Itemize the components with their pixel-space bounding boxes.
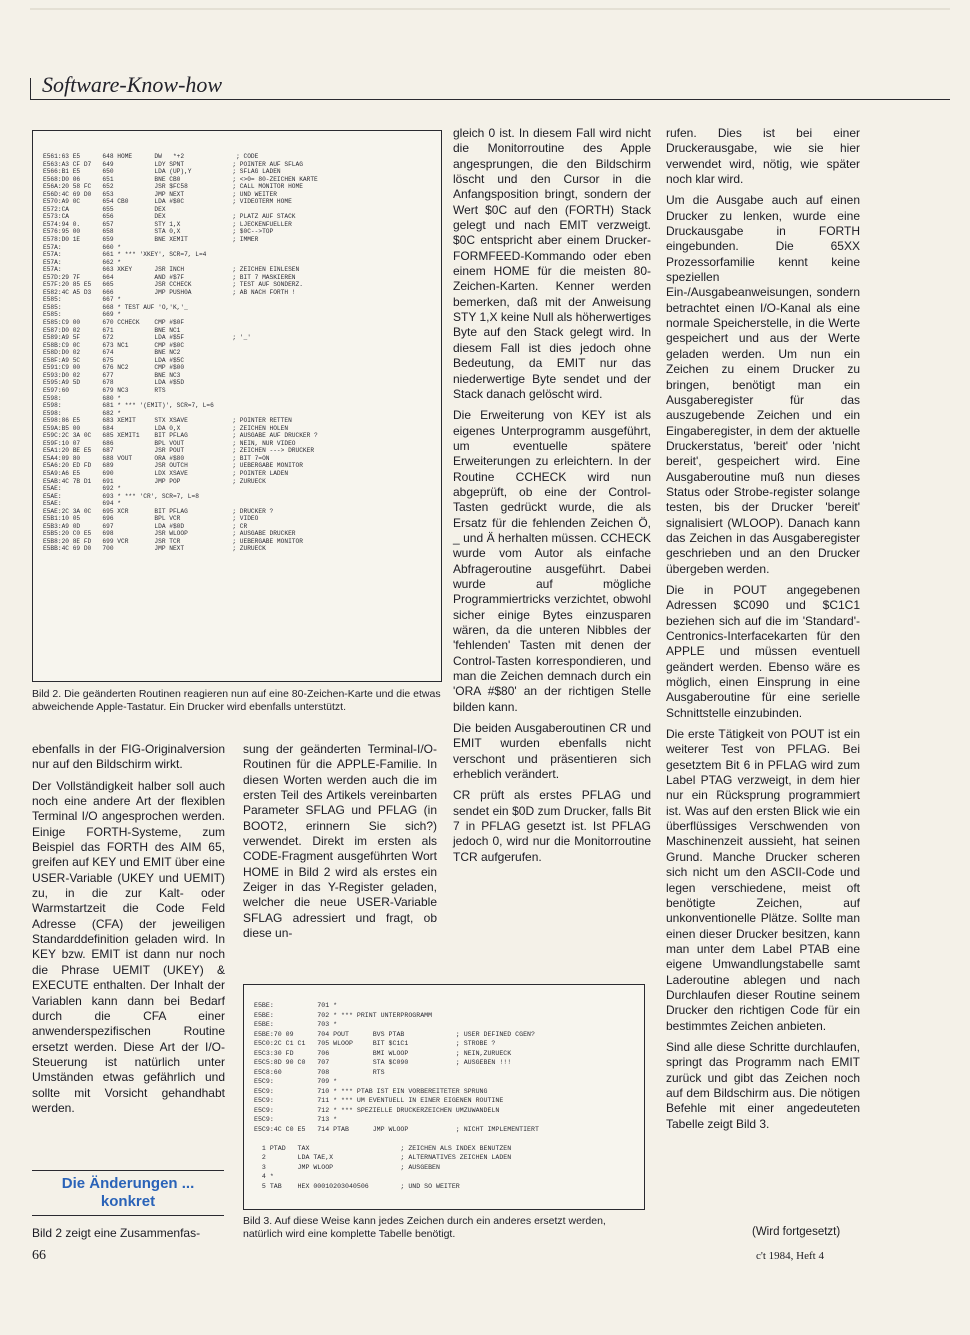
code-line: E5AE:2C 3A 0C 695 XCR BIT PFLAG ; DRUCKER ? bbox=[43, 507, 274, 515]
caption-bild-2: Bild 2. Die geänderten Routinen reagieren nun auf eine 80-Zeichen-Karte und die etwas abweichende Apple-Tastatur. Ein Drucker wird ebenfalls unterstützt. bbox=[32, 688, 441, 713]
paragraph: Die in POUT angegebenen Adressen $C090 und $C1C1 beziehen sich auf die im 'Standard'-Centronics-Interfacekarten für den APPLE und müssen eventuell geändert werden. Ebenso wäre es möglich, einen Einsprung in eine Ausgaberoutine für eine serielle Schnittstelle einzubinden. bbox=[666, 582, 860, 720]
code-line: E5C9: 711 * *** UM EVENTUELL IN EINER EIGENEN ROUTINE bbox=[254, 1097, 504, 1104]
subheading-line-1: Die Änderungen ... bbox=[61, 1175, 195, 1192]
column-middle bbox=[453, 126, 651, 871]
code-line: E59A:B5 00 684 LDA 0,X ; ZEICHEN HOLEN bbox=[43, 424, 289, 432]
code-line: E57F:20 85 E5 665 JSR CCHECK ; TEST AUF SONDERZ. bbox=[43, 281, 303, 289]
bild-2-intro-text: Bild 2 zeigt eine Zusammenfas- bbox=[32, 1226, 201, 1240]
code-line: 4 * bbox=[254, 1173, 274, 1180]
code-line: E566:B1 E5 650 LDA (UP),Y ; SFLAG LADEN bbox=[43, 168, 281, 176]
bild-2-intro bbox=[32, 1226, 225, 1247]
code-line: E585: 668 * TEST AUF 'O,'K,'_ bbox=[43, 303, 188, 311]
code-line: E5C9: 709 * bbox=[254, 1078, 338, 1085]
code-line: E585: 667 * bbox=[43, 296, 121, 304]
code-line: E582:4C A5 D3 666 JMP PUSH0A ; AB NACH FORTH ! bbox=[43, 288, 296, 296]
code-line: E5C8:60 708 RTS bbox=[254, 1068, 385, 1076]
code-line: E5C9:4C C0 E5 714 PTAB JMP WLOOP ; NICHT IMPLEMENTIERT bbox=[254, 1125, 539, 1133]
code-line: E5BB:4C 69 D0 700 JMP NEXT ; ZURUECK bbox=[43, 545, 266, 553]
listing-3-code bbox=[254, 1001, 539, 1191]
section-header bbox=[30, 70, 950, 100]
code-line: E57A: 663 XKEY JSR INCH ; ZEICHEN EINLESEN bbox=[43, 266, 300, 274]
paragraph: ebenfalls in der FIG-Originalversion nur auf den Bildschirm wirkt. bbox=[32, 742, 225, 772]
paragraph: Die beiden Ausgaberoutinen CR und EMIT wurden ebenfalls nicht verschont und präsentieren sich erheblich verändert. bbox=[453, 721, 651, 782]
code-line: E5C5:8D 90 C0 707 STA $C090 ; AUSGEBEN !!! bbox=[254, 1059, 512, 1066]
column-center-bottom bbox=[243, 742, 437, 947]
code-line: E59F:10 07 686 BPL VOUT ; NEIN, NUR VIDEO bbox=[43, 439, 296, 447]
code-line: E58F:A9 5C 675 LDA #$5C bbox=[43, 356, 185, 364]
code-line: E578:D0 1E 659 BNE XEMIT ; IMMER bbox=[43, 236, 259, 244]
code-line: E5B1:10 05 696 BPL VCR ; VIDEO bbox=[43, 515, 259, 523]
code-line: E573:CA 656 DEX ; PLATZ AUF STACK bbox=[43, 213, 296, 221]
paragraph: Sind alle diese Schritte durchlaufen, springt das Programm nach EMIT zurück und gibt das Zeichen noch auf dem Bildschirm aus. Die nötigen Befehle mit einer angedeuteten Tabelle zeigt Bild 3. bbox=[666, 1039, 860, 1131]
code-line: E576:95 00 658 STA 0,X ; $0C-->TOP bbox=[43, 228, 274, 236]
code-line: 3 JMP WLOOP ; AUSGEBEN bbox=[254, 1163, 440, 1171]
code-line: E5B3:A9 0D 697 LDA #$0D ; CR bbox=[43, 522, 248, 530]
column-right bbox=[666, 126, 860, 1138]
code-line: E5BE: 701 * bbox=[254, 1002, 338, 1009]
code-line: E572:CA 655 DEX bbox=[43, 205, 166, 213]
code-line: E597:60 679 NC3 RTS bbox=[43, 386, 166, 394]
code-line: E5C9: 710 * *** PTAB IST EIN VORBEREITETER SPRUNG bbox=[254, 1087, 488, 1095]
code-line: 1 PTAD TAX ; ZEICHEN ALS INDEX BENUTZEN bbox=[254, 1144, 512, 1152]
code-line: E5C9: 712 * *** SPEZIELLE DRUCKERZEICHEN UMZUWANDELN bbox=[254, 1106, 500, 1114]
code-line: E57A: 660 * bbox=[43, 243, 121, 251]
paragraph: gleich 0 ist. In diesem Fall wird nicht die Monitorroutine des Apple angesprungen, die den Bildschirm löscht und den Cursor in die Anfangsposition bringt, sondern der Wert $0C auf den (FORTH) Stack gelegt und nach EMIT verzweigt. $0C entspricht aber einem Drucker-FORMFEED-Kommando oder eben einem HOME für die meisten 80-Zeichen-Karten. Kenner werden bemerken, daß mit der Anweisung STY 1,X keine Null als höherwertiges Byte auf den Stack gelegt wird. In diesem Fall ist dies jedoch ohne Bedeutung, da EMIT nur das niederwertige Byte sendet und der Stack danach gelöscht wird. bbox=[453, 126, 651, 401]
code-line: E5BE:70 09 704 POUT BVS PTAB ; USER DEFINED CGEN? bbox=[254, 1030, 535, 1038]
code-line: 2 LDA TAE,X ; ALTERNATIVES ZEICHEN LADEN bbox=[254, 1154, 512, 1161]
code-line: E585:C9 00 670 CCHECK CMP #$0F bbox=[43, 319, 185, 327]
code-line: E598:86 E5 683 XEMIT STX XSAVE ; POINTER RETTEN bbox=[43, 417, 292, 425]
code-line: E570:A9 0C 654 CB0 LDA #$0C ; VIDEOTERM HOME bbox=[43, 198, 292, 206]
paragraph: rufen. Dies ist bei einer Druckerausgabe, wie sie hier verwendet wird, nötig, wie später noch klar wird. bbox=[666, 126, 860, 187]
code-line: E5A4:09 80 688 VOUT ORA #$80 ; BIT 7=ON bbox=[43, 454, 270, 462]
code-line: E58B:C9 0C 673 NC1 CMP #$0C bbox=[43, 341, 185, 349]
listing-bild-3 bbox=[243, 984, 645, 1210]
code-line bbox=[254, 1134, 539, 1144]
issue-info: c't 1984, Heft 4 bbox=[756, 1250, 824, 1262]
code-line: E56D:4C 69 D0 653 JMP NEXT ; UND WEITER bbox=[43, 190, 277, 198]
code-line: E593:D0 02 677 BNE NC3 bbox=[43, 371, 181, 379]
paragraph: Der Vollständigkeit halber soll auch noch eine andere Art der flexiblen Terminal I/O angesprochen werden. Einige FORTH-Systeme, zum Beispiel das FORTH des AIM 65, greifen auf KEY und EMIT über eine USER-Variable (UKEY und UEMIT) zu, in die zur Kalt- oder Warmstartzeit die Code Feld Adresse (CFA) der jeweiligen Standarddefinition geladen wird. In KEY bzw. EMIT ist dann nur noch die Phrase UEMIT (UKEY) & EXECUTE enthalten. Der Inhalt der Variablen kann dann bei Bedarf durch die CFA einer anwenderspezifischen Routine ersetzt werden. Diese Art der I/O-Steuerung ist natürlich unter Umständen etwas gefährlich und sollte mit Vorsicht gehandhabt werden. bbox=[32, 778, 225, 1115]
code-line: E5BE: 702 * *** PRINT UNTERPROGRAMM bbox=[254, 1011, 433, 1019]
code-line: E56A:20 58 FC 652 JSR $FC58 ; CALL MONITOR HOME bbox=[43, 183, 303, 191]
subheading-line-2: konkret bbox=[100, 1193, 156, 1210]
code-line: E57A: 661 * *** 'XKEY', SCR=7, L=4 bbox=[43, 251, 207, 259]
paragraph: Die erste Tätigkeit von POUT ist ein weiterer Test von PFLAG. Bei gesetztem Bit 6 in PFLAG wird zum Label PTAG verzweigt, in dem hier nur ein Rücksprung programmiert ist. Was auf den ersten Blick wie ein überflüssiges Verschwenden von Maschinenzeit aussieht, hat seinen Grund. Manche Drucker scheren sich nicht um den ASCII-Code und legen verschiedene, meist oft benötigte Zeichen, auf unkonventionelle Plätze. Sollte man einen dieser Drucker besitzen, kann man unter dem Label PTAB eine eigene Umwandlungstabelle samt Laderoutine ablegen und nach Durchlaufen dieser Routine seinem Drucker den richtigen Code für ein bestimmtes Zeichen anbieten. bbox=[666, 727, 860, 1033]
code-line: E585: 669 * bbox=[43, 311, 121, 319]
subheading-aenderungen bbox=[32, 1170, 224, 1216]
code-line: E5BE: 703 * bbox=[254, 1021, 338, 1028]
paragraph: Um die Ausgabe auch auf einen Drucker zu lenken, wurde eine Druckausgabe in FORTH eingebunden. Die 65XX Prozessorfamilie kennt keine speziellen Ein-/Ausgabeanweisungen, sondern betrachtet einen I/O-Kanal als eine normale Speicherstelle, in die Werte gespeichert und aus der Werte geladen werden. Um nun ein Zeichen zu einem Drucker zu bringen, benötigt man ein Ausgaberegister für das auszugebende Zeichen und ein Eingaberegister, in dem der aktuelle Druckerstatus, 'bereit' oder 'nicht bereit', gespeichert wird. Eine Ausgaberoutine muß nun dieses Status oder Strobe-register solange testen, bis der Drucker 'bereit' signalisiert (WLOOP). Danach kann das Zeichen in das Ausgaberegister geschrieben und an den Drucker übergeben werden. bbox=[666, 193, 860, 576]
code-line: E5A9:A6 E5 690 LDX XSAVE ; POINTER LADEN bbox=[43, 469, 289, 477]
code-line: E5AB:4C 7B D1 691 JMP POP ; ZURUECK bbox=[43, 477, 266, 485]
previous-page-bleed bbox=[30, 8, 950, 68]
listing-bild-2 bbox=[32, 130, 442, 682]
code-line: E5C9: 713 * bbox=[254, 1116, 338, 1123]
code-line: E5B5:20 C0 E5 698 JSR WLOOP ; AUSGABE DRUCKER bbox=[43, 530, 296, 538]
listing-2-code bbox=[43, 153, 318, 553]
code-line: E574:94 0. 657 STY 1,X ; LJECKENFUELLER bbox=[43, 220, 292, 228]
section-title: Software-Know-how bbox=[42, 72, 223, 97]
code-line: E598: 681 * *** '(EMIT)', SCR=7, L=6 bbox=[43, 402, 214, 410]
code-line: E5C3:30 FD 706 BMI WLOOP ; NEIN,ZURUECK bbox=[254, 1049, 512, 1057]
paragraph: Die Erweiterung von KEY ist als eigenes Unterprogramm ausgeführt, um eventuelle spätere Erweiterungen zu erleichtern. In der Routine CCHECK wird nun abgeprüft, ob eine der Control-Tasten gedrückt wurde, die als Ersatz für die fehlenden Zeichen Ö, _ und Ä herhalten müssen. CCHECK wurde vom Autor als einfache Abfrageroutine ausgeführt. Dabei wurde auf mögliche Programmiertricks verzichtet, obwohl sicher einige Bytes einzusparen wären, da die unteren Nibbles der 'fehlenden' Tasten mit denen der Control-Tasten korrespondieren, und man die Zeichen demnach durch ein 'ORA #$80' an der richtigen Stelle bilden kann. bbox=[453, 408, 651, 714]
code-line: E589:A9 5F 672 LDA #$5F ; '_' bbox=[43, 334, 251, 342]
code-line: E5A1:20 BE E5 687 JSR POUT ; ZEICHEN ---> DRUCKER bbox=[43, 447, 315, 455]
code-line: E568:D0 06 651 BNE CB0 ; <>0= 80-ZEICHEN KARTE bbox=[43, 175, 318, 183]
code-line: E595:A9 5D 678 LDA #$5D bbox=[43, 379, 185, 387]
code-line: E59C:2C 3A 0C 685 XEMIT1 BIT PFLAG ; AUSGABE AUF DRUCKER ? bbox=[43, 432, 318, 440]
code-line: E5C0:2C C1 C1 705 WLOOP BIT $C1C1 ; STROBE ? bbox=[254, 1040, 496, 1047]
column-left-bottom bbox=[32, 742, 225, 1122]
center-paragraph: sung der geänderten Terminal-I/O-Routinen für die APPLE-Familie. In diesen Worten werden auch die im ersten Teil des Artikels vereinbarten Parameter SFLAG und PFLAG (in BOOT2, erinnern Sie sich?) verwendet. Direkt im ersten als CODE-Fragment ausgeführten Wort HOME in Bild 2 wird als erstes ein Zeiger in das Y-Register geladen, welcher die neue USER-Variable SFLAG adressiert und fragt, ob diese un- bbox=[243, 742, 437, 941]
header-rule-mark bbox=[30, 78, 40, 100]
code-line: E5AE: 693 * *** 'CR', SCR=7, L=8 bbox=[43, 492, 199, 500]
code-line: E5A6:20 ED FD 689 JSR OUTCH ; UEBERGABE MONITOR bbox=[43, 462, 303, 470]
code-line: E561:63 E5 648 HOME DW *+2 ; CODE bbox=[43, 153, 259, 160]
code-line: 5 TAB HEX 00010203040506 ; UND SO WEITER bbox=[254, 1182, 460, 1190]
code-line: E563:A3 CF D7 649 LDY SPNT ; POINTER AUF SFLAG bbox=[43, 160, 303, 168]
page-number: 66 bbox=[32, 1248, 46, 1263]
code-line: E5AE: 692 * bbox=[43, 485, 121, 493]
code-line: E5B8:20 8E FD 699 VCR JSR TCR ; UEBERGABE MONITOR bbox=[43, 537, 303, 545]
code-line: E58D:D0 02 674 BNE NC2 bbox=[43, 349, 181, 357]
code-line: E57D:29 7F 664 AND #$7F ; BIT 7 MASKIEREN bbox=[43, 273, 296, 281]
continued-note: (Wird fortgesetzt) bbox=[752, 1226, 841, 1238]
caption-bild-3: Bild 3. Auf diese Weise kann jedes Zeichen durch ein anderes ersetzt werden, natürlich wird eine komplette Tabelle benötigt. bbox=[243, 1215, 606, 1240]
code-line: E5AE: 694 * bbox=[43, 500, 121, 508]
code-line: E57A: 662 * bbox=[43, 258, 121, 266]
code-line: E587:D0 02 671 BNE NC1 bbox=[43, 326, 181, 334]
code-line: E591:C9 00 676 NC2 CMP #$00 bbox=[43, 364, 185, 372]
code-line: E598: 682 * bbox=[43, 409, 121, 417]
code-line: E598: 680 * bbox=[43, 394, 121, 402]
paragraph: CR prüft als erstes PFLAG und sendet ein $0D zum Drucker, falls Bit 7 in PFLAG gesetzt ist. Ist PFLAG jedoch 0, wird nur die Monitorroutine TCR aufgerufen. bbox=[453, 788, 651, 864]
